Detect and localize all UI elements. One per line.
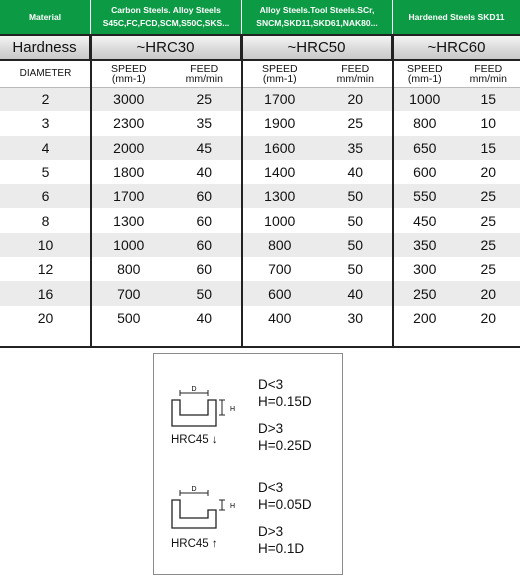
material-group-1 xyxy=(91,0,242,34)
material-group-cells xyxy=(91,257,242,281)
column-divider xyxy=(241,34,243,346)
condition-text: D<3 xyxy=(258,480,284,495)
diameter-cell: 8 xyxy=(41,212,50,229)
speed-cell: 1600 xyxy=(264,139,296,156)
speed-cell: 800 xyxy=(268,236,292,253)
condition-text: D>3 xyxy=(258,421,284,436)
material-group-cells xyxy=(393,111,520,135)
column-subheader-row xyxy=(0,61,520,87)
feed-unit: mm/min xyxy=(469,73,507,85)
speed-unit: (mm-1) xyxy=(262,73,297,85)
speed-cell: 700 xyxy=(117,285,141,302)
feed-cell: 25 xyxy=(480,261,497,278)
material-group-cells xyxy=(393,184,520,208)
feed-cell: 10 xyxy=(480,115,497,132)
material-group-cells xyxy=(242,257,393,281)
material-group-cells xyxy=(242,136,393,160)
material-group-cells xyxy=(91,281,242,305)
material-group-cells xyxy=(242,306,393,330)
condition-top-2 xyxy=(258,420,312,454)
speed-cell: 450 xyxy=(413,212,437,229)
table-row xyxy=(0,184,520,208)
feed-unit: mm/min xyxy=(336,73,374,85)
material-group-cells xyxy=(91,208,242,232)
feed-label: FEED xyxy=(341,63,370,75)
feed-header xyxy=(457,61,520,87)
groove-diagram-top xyxy=(168,382,248,442)
diameter-cell: 10 xyxy=(37,236,54,253)
material-group-cells xyxy=(91,306,242,330)
speed-cell: 800 xyxy=(413,115,437,132)
feed-cell: 25 xyxy=(196,91,213,108)
feed-cell: 50 xyxy=(347,261,364,278)
speed-label: SPEED xyxy=(406,63,443,75)
dim-d-label: D xyxy=(191,386,197,393)
hardness-value-2: ~HRC50 xyxy=(242,36,393,59)
hrc-label-bottom xyxy=(171,538,218,550)
material-group-cells xyxy=(242,208,393,232)
feed-cell: 60 xyxy=(196,236,213,253)
dim-h-label: H xyxy=(230,503,236,510)
feed-cell: 60 xyxy=(196,261,213,278)
speed-unit: (mm-1) xyxy=(111,73,146,85)
diameter-cell: 2 xyxy=(41,91,50,108)
condition-text: D<3 xyxy=(258,377,284,392)
speed-cell: 2000 xyxy=(113,139,145,156)
material-group-cells xyxy=(393,208,520,232)
material-group-3 xyxy=(393,0,520,34)
speed-label: SPEED xyxy=(261,63,298,75)
groove-diagram-bottom xyxy=(168,484,248,544)
material-group-cells xyxy=(393,136,520,160)
speed-cell: 500 xyxy=(117,309,141,326)
hardness-label: Hardness xyxy=(0,36,91,59)
material-group-cells xyxy=(242,233,393,257)
feed-cell: 60 xyxy=(196,212,213,229)
speed-cell: 350 xyxy=(413,236,437,253)
feed-header xyxy=(167,61,243,87)
column-divider xyxy=(90,34,92,346)
speed-cell: 600 xyxy=(268,285,292,302)
feed-cell: 35 xyxy=(347,139,364,156)
speed-cell: 1800 xyxy=(113,164,145,181)
material-group-2-line1: Alloy Steels.Tool Steels.SCr, xyxy=(259,5,375,15)
diameter-cell: 12 xyxy=(37,261,54,278)
feed-cell: 20 xyxy=(480,164,497,181)
feed-cell: 25 xyxy=(480,236,497,253)
table-bottom-border xyxy=(0,346,520,348)
feed-cell: 50 xyxy=(347,188,364,205)
hrc-label-top xyxy=(171,434,218,446)
material-group-cells xyxy=(91,233,242,257)
dim-d-label: D xyxy=(191,486,197,493)
data-rows xyxy=(0,87,520,330)
feed-cell: 50 xyxy=(347,212,364,229)
table-row xyxy=(0,160,520,184)
speed-cell: 300 xyxy=(413,261,437,278)
condition-top-1 xyxy=(258,376,312,410)
material-group-2-line2: SNCM,SKD11,SKD61,NAK80... xyxy=(256,18,378,28)
dim-h-label: H xyxy=(230,406,236,413)
arrow-down-icon: ↓ xyxy=(211,434,218,446)
feed-cell: 25 xyxy=(347,115,364,132)
speed-cell: 3000 xyxy=(113,91,145,108)
diameter-cell: 5 xyxy=(41,164,50,181)
material-group-cells xyxy=(393,233,520,257)
speed-cell: 1300 xyxy=(264,188,296,205)
feed-cell: 15 xyxy=(480,91,497,108)
feed-cell: 40 xyxy=(347,164,364,181)
feed-unit: mm/min xyxy=(185,73,223,85)
feed-label: FEED xyxy=(190,63,219,75)
material-group-cells xyxy=(91,160,242,184)
speed-cell: 200 xyxy=(413,309,437,326)
speed-label: SPEED xyxy=(110,63,147,75)
speed-cell: 550 xyxy=(413,188,437,205)
material-group-1-line2: S45C,FC,FCD,SCM,S50C,SKS... xyxy=(102,18,230,28)
speed-cell: 1000 xyxy=(409,91,441,108)
material-group-cells xyxy=(91,111,242,135)
arrow-up-icon: ↑ xyxy=(211,538,218,550)
table-row xyxy=(0,136,520,160)
speed-cell: 1900 xyxy=(264,115,296,132)
material-group-2 xyxy=(242,0,393,34)
material-group-cells xyxy=(393,306,520,330)
feed-cell: 25 xyxy=(480,212,497,229)
material-group-cells xyxy=(91,136,242,160)
diameter-header: DIAMETER xyxy=(19,68,72,79)
material-header-row xyxy=(0,0,520,34)
speed-cell: 1000 xyxy=(264,212,296,229)
feed-cell: 20 xyxy=(480,285,497,302)
material-group-cells xyxy=(242,184,393,208)
table-row xyxy=(0,111,520,135)
feed-cell: 50 xyxy=(347,236,364,253)
condition-bottom-2 xyxy=(258,523,304,557)
subheader-group-1 xyxy=(91,61,242,87)
diameter-cell: 4 xyxy=(41,139,50,156)
feed-cell: 20 xyxy=(480,309,497,326)
feed-cell: 25 xyxy=(480,188,497,205)
speed-cell: 650 xyxy=(413,139,437,156)
table-row xyxy=(0,233,520,257)
material-group-cells xyxy=(242,87,393,111)
feed-cell: 50 xyxy=(196,285,213,302)
condition-text: D>3 xyxy=(258,524,284,539)
speed-cell: 1400 xyxy=(264,164,296,181)
speed-header xyxy=(242,61,318,87)
material-group-cells xyxy=(393,87,520,111)
material-group-cells xyxy=(242,281,393,305)
table-row xyxy=(0,87,520,111)
feed-header xyxy=(318,61,394,87)
groove-depth-diagram xyxy=(153,353,343,575)
material-group-cells xyxy=(393,257,520,281)
speed-cell: 1300 xyxy=(113,212,145,229)
table-row xyxy=(0,306,520,330)
material-group-cells xyxy=(91,87,242,111)
material-group-3-line1: Hardened Steels SKD11 xyxy=(408,11,505,22)
hardness-value-1: ~HRC30 xyxy=(91,36,242,59)
condition-text: H=0.15D xyxy=(258,394,312,409)
hardness-row xyxy=(0,34,520,61)
hardness-value-3: ~HRC60 xyxy=(427,39,486,56)
hrc-value: HRC45 xyxy=(171,434,209,446)
material-group-1-line1: Carbon Steels. Alloy Steels xyxy=(111,5,221,15)
feed-cell: 60 xyxy=(196,188,213,205)
speed-header xyxy=(91,61,167,87)
feed-cell: 20 xyxy=(347,91,364,108)
feed-cell: 40 xyxy=(196,164,213,181)
diameter-cell: 6 xyxy=(41,188,50,205)
diameter-cell: 16 xyxy=(37,285,54,302)
table-row xyxy=(0,208,520,232)
diameter-cell: 3 xyxy=(41,115,50,132)
material-group-cells xyxy=(393,281,520,305)
material-group-cells xyxy=(242,111,393,135)
speed-cell: 1000 xyxy=(113,236,145,253)
speed-cell: 600 xyxy=(413,164,437,181)
speed-cell: 2300 xyxy=(113,115,145,132)
speed-cell: 800 xyxy=(117,261,141,278)
speed-unit: (mm-1) xyxy=(407,73,442,85)
speed-cell: 250 xyxy=(413,285,437,302)
feed-cell: 15 xyxy=(480,139,497,156)
speed-cell: 700 xyxy=(268,261,292,278)
condition-text: H=0.05D xyxy=(258,497,312,512)
speed-cell: 1700 xyxy=(264,91,296,108)
speed-header xyxy=(393,61,457,87)
subheader-divider xyxy=(0,87,520,88)
table-row xyxy=(0,281,520,305)
feed-cell: 40 xyxy=(196,309,213,326)
feed-cell: 35 xyxy=(196,115,213,132)
column-divider xyxy=(392,34,394,346)
condition-text: H=0.25D xyxy=(258,438,312,453)
feed-cell: 40 xyxy=(347,285,364,302)
speed-cell: 1700 xyxy=(113,188,145,205)
material-group-cells xyxy=(242,160,393,184)
condition-bottom-1 xyxy=(258,479,312,513)
material-header: Material xyxy=(0,0,91,34)
subheader-group-2 xyxy=(242,61,393,87)
condition-text: H=0.1D xyxy=(258,541,305,556)
material-group-cells xyxy=(91,184,242,208)
table-row xyxy=(0,257,520,281)
subheader-group-3 xyxy=(393,61,520,87)
material-group-cells xyxy=(393,160,520,184)
hrc-value: HRC45 xyxy=(171,538,209,550)
feed-cell: 30 xyxy=(347,309,364,326)
diameter-cell: 20 xyxy=(37,309,54,326)
speed-cell: 400 xyxy=(268,309,292,326)
feed-cell: 45 xyxy=(196,139,213,156)
feed-label: FEED xyxy=(474,63,503,75)
